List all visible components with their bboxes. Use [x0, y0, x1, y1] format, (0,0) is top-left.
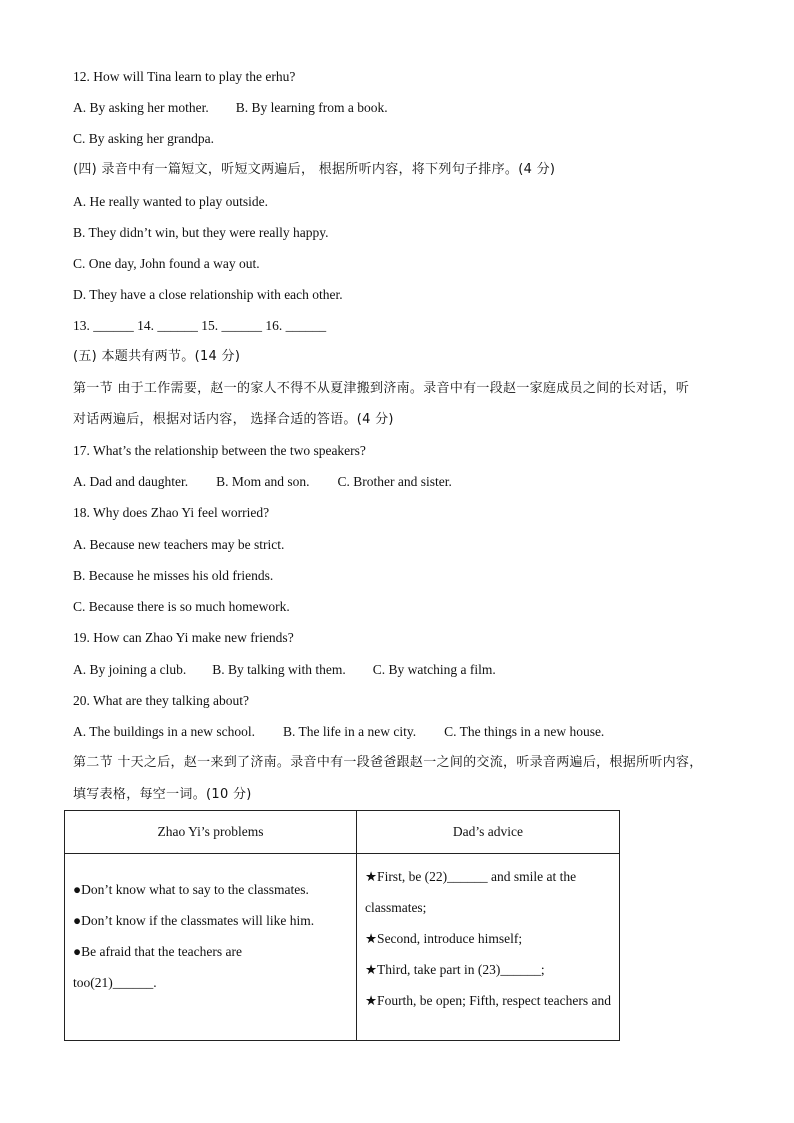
option-b: B. Mom and son.	[216, 474, 310, 489]
advice-line: ★Third, take part in (23)______;	[364, 962, 545, 977]
advice-line: ★Fourth, be open; Fifth, respect teachers and	[364, 993, 611, 1008]
question-19-options	[73, 661, 496, 679]
question-18-option-a: A. Because new teachers may be strict.	[73, 537, 285, 552]
order-blanks: 13. ______ 14. ______ 15. ______ 16. ______	[73, 318, 327, 333]
question-19: 19. How can Zhao Yi make new friends?	[73, 630, 294, 645]
question-18: 18. Why does Zhao Yi feel worried?	[73, 505, 270, 520]
section-2-instructions-line-1: 第二节 十天之后，赵一来到了济南。录音中有一段爸爸跟赵一之间的交流，听录音两遍后，根据所听内容，	[73, 755, 703, 770]
option-c: C. Brother and sister.	[337, 474, 452, 489]
option-a: A. The buildings in a new school.	[73, 724, 255, 739]
section-1-instructions-line-2: 对话两遍后，根据对话内容， 选择合适的答语。(4 分)	[73, 412, 394, 427]
section-heading-4: (四) 录音中有一篇短文，听短文两遍后， 根据所听内容，将下列句子排序。(4 分)	[73, 162, 556, 177]
question-17: 17. What’s the relationship between the two speakers?	[73, 443, 366, 458]
header-problems: Zhao Yi’s problems	[65, 811, 357, 854]
option-c: C. By watching a film.	[372, 662, 496, 677]
table-row	[65, 854, 620, 1041]
option-b: B. The life in a new city.	[282, 724, 417, 739]
problem-line: ●Don’t know if the classmates will like him.	[73, 913, 315, 928]
question-17-options	[73, 473, 452, 491]
question-18-option-c: C. Because there is so much homework.	[73, 599, 290, 614]
question-20-options	[73, 723, 604, 741]
advice-line: ★Second, introduce himself;	[364, 931, 523, 946]
option-a: A. By asking her mother.	[73, 100, 209, 115]
section-1-instructions-line-1: 第一节 由于工作需要，赵一的家人不得不从夏津搬到济南。录音中有一段赵一家庭成员之间的长对话，听	[73, 381, 690, 396]
question-20: 20. What are they talking about?	[73, 693, 249, 708]
header-advice: Dad’s advice	[356, 811, 619, 854]
advice-line: ★First, be (22)______ and smile at the	[364, 869, 577, 884]
advice-line: classmates;	[364, 900, 427, 915]
problem-line: ●Be afraid that the teachers are	[73, 944, 242, 959]
problems-cell	[65, 854, 357, 1041]
sentence-d: D. They have a close relationship with each other.	[73, 287, 343, 302]
sentence-b: B. They didn’t win, but they were really happy.	[73, 225, 329, 240]
question-12-options-ab	[73, 99, 388, 117]
question-18-option-b: B. Because he misses his old friends.	[73, 568, 274, 583]
section-2-instructions-line-2: 填写表格，每空一词。(10 分)	[73, 787, 252, 802]
option-b: B. By talking with them.	[212, 662, 346, 677]
problem-line: too(21)______.	[73, 975, 157, 990]
problems-advice-table	[64, 810, 620, 1041]
question-12: 12. How will Tina learn to play the erhu?	[73, 69, 296, 84]
option-a: A. Dad and daughter.	[73, 474, 189, 489]
option-c: C. The things in a new house.	[444, 724, 605, 739]
option-c: C. By asking her grandpa.	[73, 131, 214, 146]
sentence-a: A. He really wanted to play outside.	[73, 194, 268, 209]
advice-cell	[356, 854, 619, 1041]
section-heading-5: (五) 本题共有两节。(14 分)	[73, 349, 241, 364]
option-b: B. By learning from a book.	[235, 100, 388, 115]
sentence-c: C. One day, John found a way out.	[73, 256, 260, 271]
problem-line: ●Don’t know what to say to the classmates.	[73, 882, 309, 897]
table-header-row	[65, 811, 620, 854]
option-a: A. By joining a club.	[73, 662, 187, 677]
